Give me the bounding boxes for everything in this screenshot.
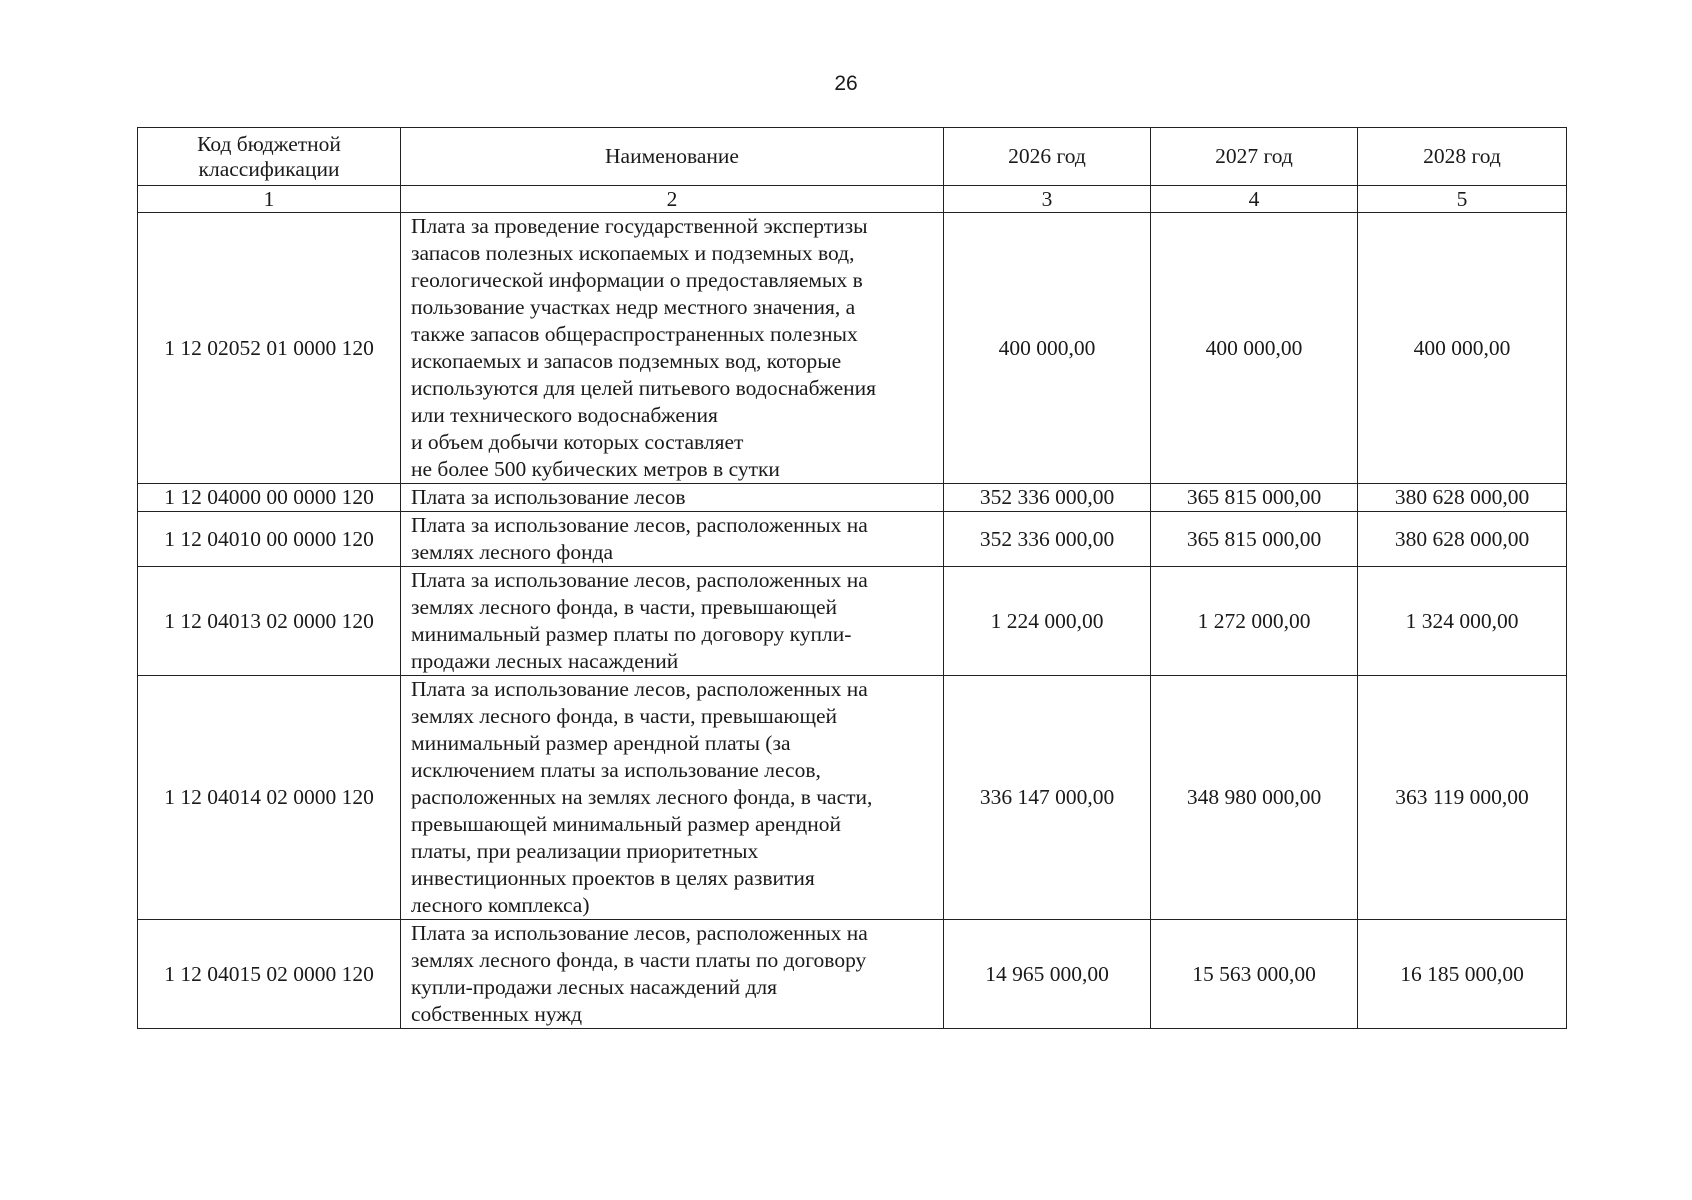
budget-code-cell: 1 12 04000 00 0000 120 [138, 484, 401, 512]
name-line: платы, при реализации приоритетных [411, 839, 759, 863]
name-line: инвестиционных проектов в целях развития [411, 866, 815, 890]
name-line: превышающей минимальный размер арендной [411, 812, 842, 836]
name-line: Плата за использование лесов, расположенных на [411, 513, 868, 537]
header-2026: 2026 год [944, 128, 1151, 186]
name-line: минимальный размер арендной платы (за [411, 731, 791, 755]
amount-2027-cell: 348 980 000,00 [1151, 676, 1358, 920]
amount-2027-cell: 365 815 000,00 [1151, 484, 1358, 512]
header-2027: 2027 год [1151, 128, 1358, 186]
table-row [138, 920, 1567, 1029]
name-line: Плата за использование лесов, расположенных на [411, 568, 868, 592]
amount-2026-cell: 1 224 000,00 [944, 567, 1151, 676]
header-row [138, 128, 1567, 186]
name-line: Плата за использование лесов [411, 485, 686, 509]
column-number: 1 [138, 186, 401, 213]
amount-2027-cell: 1 272 000,00 [1151, 567, 1358, 676]
amount-2028-cell: 16 185 000,00 [1358, 920, 1567, 1029]
name-cell [401, 484, 944, 512]
table-row [138, 512, 1567, 567]
amount-2028-cell: 1 324 000,00 [1358, 567, 1567, 676]
amount-2026-cell: 400 000,00 [944, 213, 1151, 484]
amount-2027-cell: 400 000,00 [1151, 213, 1358, 484]
name-line: расположенных на землях лесного фонда, в части, [411, 785, 873, 809]
amount-2026-cell: 352 336 000,00 [944, 484, 1151, 512]
budget-code-cell: 1 12 02052 01 0000 120 [138, 213, 401, 484]
name-line: Плата за использование лесов, расположенных на [411, 677, 868, 701]
column-number: 5 [1358, 186, 1567, 213]
name-cell [401, 567, 944, 676]
name-line: геологической информации о предоставляемых в [411, 268, 863, 292]
name-line: или технического водоснабжения [411, 403, 718, 427]
name-line: лесного комплекса) [411, 893, 590, 917]
amount-2028-cell: 363 119 000,00 [1358, 676, 1567, 920]
name-line: землях лесного фонда, в части платы по договору [411, 948, 867, 972]
name-line: Плата за проведение государственной экспертизы [411, 214, 868, 238]
name-cell [401, 676, 944, 920]
name-line: Плата за использование лесов, расположенных на [411, 921, 868, 945]
name-line: минимальный размер платы по договору купли- [411, 622, 852, 646]
budget-table [137, 127, 1567, 1029]
header-2028: 2028 год [1358, 128, 1567, 186]
table-row [138, 567, 1567, 676]
amount-2026-cell: 336 147 000,00 [944, 676, 1151, 920]
name-line: пользование участках недр местного значения, а [411, 295, 856, 319]
page-number: 26 [834, 72, 858, 95]
amount-2026-cell: 14 965 000,00 [944, 920, 1151, 1029]
table-row [138, 484, 1567, 512]
column-number-row [138, 186, 1567, 213]
amount-2027-cell: 365 815 000,00 [1151, 512, 1358, 567]
name-line: землях лесного фонда, в части, превышающей [411, 595, 838, 619]
name-line: не более 500 кубических метров в сутки [411, 457, 780, 481]
name-cell [401, 512, 944, 567]
header-code: Код бюджетной классификации [138, 128, 401, 186]
column-number: 4 [1151, 186, 1358, 213]
name-line: продажи лесных насаждений [411, 649, 679, 673]
name-line: землях лесного фонда [411, 540, 614, 564]
budget-code-cell: 1 12 04010 00 0000 120 [138, 512, 401, 567]
table-body [138, 128, 1567, 1029]
amount-2027-cell: 15 563 000,00 [1151, 920, 1358, 1029]
budget-code-cell: 1 12 04013 02 0000 120 [138, 567, 401, 676]
header-name: Наименование [401, 128, 944, 186]
name-cell [401, 213, 944, 484]
name-line: запасов полезных ископаемых и подземных вод, [411, 241, 855, 265]
name-line: собственных нужд [411, 1002, 583, 1026]
name-line: используются для целей питьевого водоснабжения [411, 376, 877, 400]
table-row [138, 676, 1567, 920]
amount-2028-cell: 400 000,00 [1358, 213, 1567, 484]
amount-2028-cell: 380 628 000,00 [1358, 512, 1567, 567]
amount-2028-cell: 380 628 000,00 [1358, 484, 1567, 512]
column-number: 2 [401, 186, 944, 213]
budget-code-cell: 1 12 04015 02 0000 120 [138, 920, 401, 1029]
table-row [138, 213, 1567, 484]
name-line: исключением платы за использование лесов, [411, 758, 821, 782]
name-cell [401, 920, 944, 1029]
name-line: купли-продажи лесных насаждений для [411, 975, 778, 999]
name-line: и объем добычи которых составляет [411, 430, 744, 454]
name-line: ископаемых и запасов подземных вод, которые [411, 349, 842, 373]
name-line: землях лесного фонда, в части, превышающей [411, 704, 838, 728]
amount-2026-cell: 352 336 000,00 [944, 512, 1151, 567]
name-line: также запасов общераспространенных полезных [411, 322, 858, 346]
budget-code-cell: 1 12 04014 02 0000 120 [138, 676, 401, 920]
column-number: 3 [944, 186, 1151, 213]
